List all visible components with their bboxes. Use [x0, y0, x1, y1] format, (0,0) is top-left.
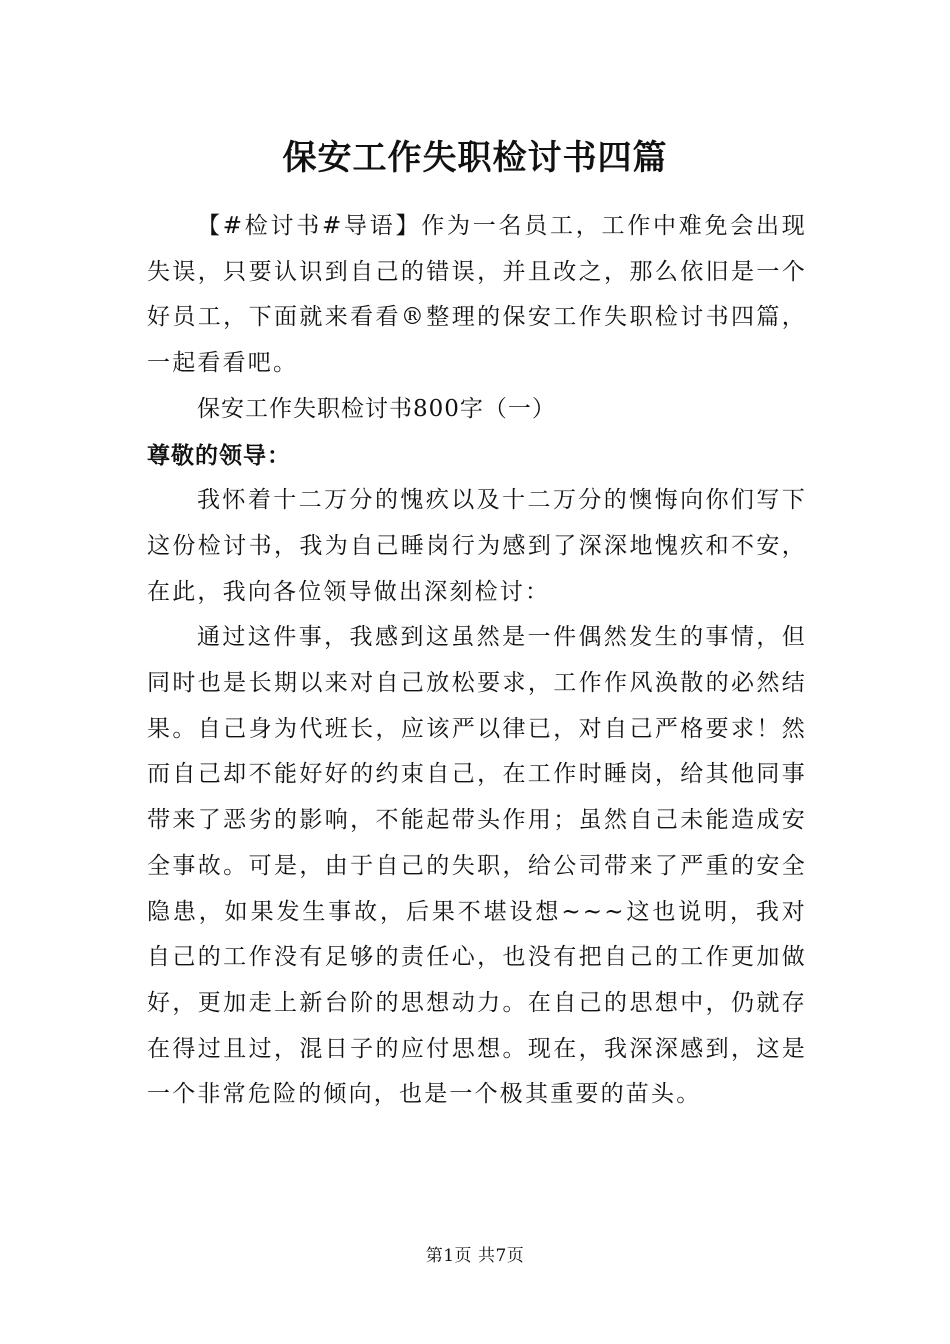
- page-footer: 第1页 共7页: [425, 1246, 525, 1266]
- intro-paragraph: 【#检讨书#导语】作为一名员工，工作中难免会出现失误，只要认识到自己的错误，并且改之，那么依旧是一个好员工，下面就来看看®整理的保安工作失职检讨书四篇，一起看看吧。: [147, 213, 807, 377]
- salutation: 尊敬的领导：: [147, 441, 291, 469]
- body-paragraph: 我怀着十二万分的愧疚以及十二万分的懊悔向你们写下这份检讨书，我为自己睡岗行为感到了深深地愧疚和不安，在此，我向各位领导做出深刻检讨：: [147, 487, 807, 605]
- document-title: 保安工作失职检讨书四篇: [282, 138, 668, 178]
- section-heading: 保安工作失职检讨书800字（一）: [197, 395, 556, 422]
- document-body: [147, 204, 807, 1118]
- body-paragraph: 通过这件事，我感到这虽然是一件偶然发生的事情，但同时也是长期以来对自己放松要求，工作作风涣散的必然结果。自己身为代班长，应该严以律已，对自己严格要求！然而自己却不能好好的约束自己，在工作时睡岗，给其他同事带来了恶劣的影响，不能起带头作用；虽然自己未能造成安全事故。可是，由于自己的失职，给公司带来了严重的安全隐患，如果发生事故，后果不堪设想~~~这也说明，我对自己的工作没有足够的责任心，也没有把自己的工作更加做好，更加走上新台阶的思想动力。在自己的思想中，仍就存在得过且过，混日子的应付思想。现在，我深深感到，这是一个非常危险的倾向，也是一个极其重要的苗头。: [147, 624, 807, 1108]
